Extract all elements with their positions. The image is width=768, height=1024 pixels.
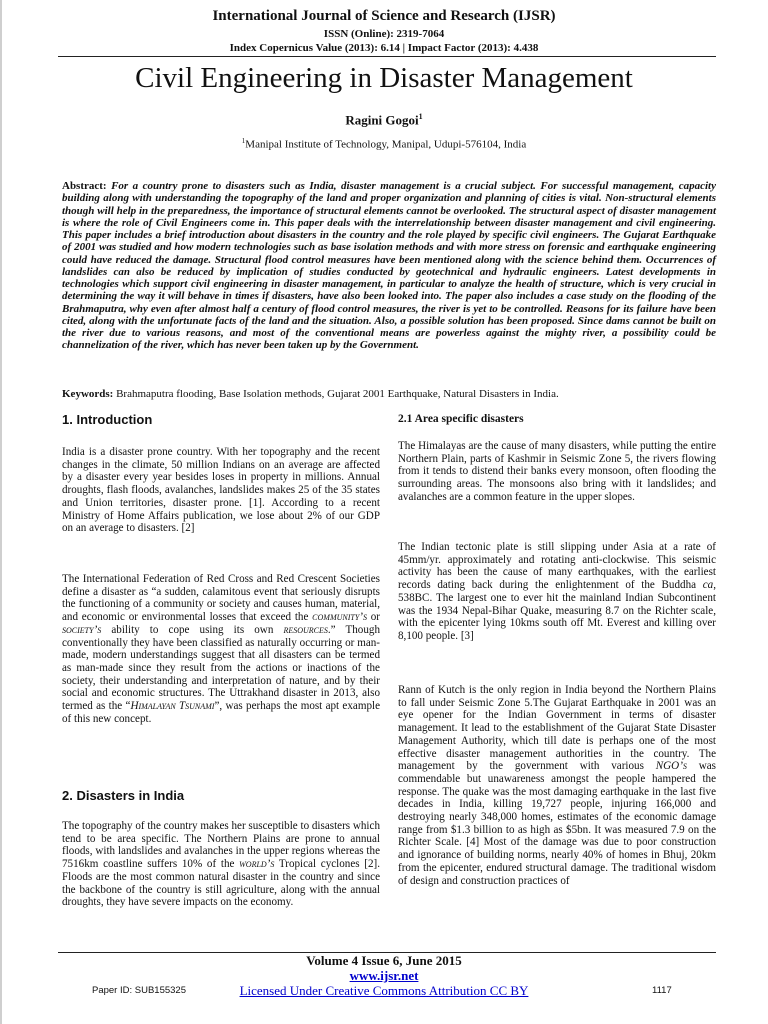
subsection-heading-area-specific: 2.1 Area specific disasters: [398, 413, 524, 425]
keywords-text: Brahmaputra flooding, Base Isolation methods, Gujarat 2001 Earthquake, Natural Disasters in India.: [116, 388, 559, 400]
intro-p2-part-g: .” Though conventionally they have been classified as naturally occurring or man-made, modern understandings suggest that all disasters can be termed as man-made since they result from the actions or inactions of the society, their understanding and interpretation of nature, and by their social and economic structures. The Uttrakhand disaster in 2013, also termed as the “: [62, 623, 380, 713]
area-p3-part-c: was commendable but unawareness amongst the people hampered the response. The quake was the most damaging earthquake in the last five decades in India, killing 19,727 people, injuring 166,000 and destroying nearly 348,000 homes, estimates of the economic damage range from $1.3 billion to as high as $5bn. It was measured 7.9 on the Richter Scale. [4] Most of the damage was due to poor construction and ignorance of building norms, nearly 40% of homes in Bhuj, 20km from the epicenter, endured structural damage. The traditional wisdom of design and construction practices of: [398, 760, 716, 887]
area-p2-part-c: , 538BC. The largest one to ever hit the mainland Indian Subcontinent was the 1934 Nepal-Bihar Quake, measuring 8.7 on the Richter scale, with the epicenter lying 10kms south off Mt. Everest and killing over 8,100 people. [3]: [398, 579, 716, 642]
journal-website-link[interactable]: www.ijsr.net: [349, 968, 419, 983]
intro-p2-community: community’s: [312, 611, 367, 624]
intro-p2-part-c: or: [366, 611, 381, 624]
intro-paragraph-2: [62, 573, 380, 725]
intro-p2-part-a: The International Federation of Red Cross and Red Crescent Societies define a disaster as “a sudden, calamitous event that seriously disrupts the functioning of a community or society and causes human, material, and economic or environmental losses that exceed the: [62, 573, 380, 624]
abstract-text: For a country prone to disasters such as India, disaster management is a crucial subject. For successful management, capacity building along with understanding the topography of the land and proper organization and planning of cities is vital. Non-structural elements though will help in the preparedness, the importance of structural elements cannot be overlooked. The structural aspect of disaster management is where the role of Civil Engineers come in. This paper deals with the interrelationship between disaster management and civil engineering. This paper includes a brief introduction about disasters in the country and the role played by specific civil engineers. The Gujarat Earthquake of 2001 was studied and how modern technologies such as base isolation methods and with more stress on forensic and earthquake engineering could have reduced the damage. Structural flood control measures have been mentioned along with the science behind them. Occurrences of landslides can also be reduced by implication of studies conducted by geotechnical and hydraulic engineers. Latest developments in technologies which support civil engineering in disaster management, in particular to analyze the health of structure, which is very crucial in determining the way it will behave in times if disasters, have also been looked into. The paper also includes a case study on the flooding of the Brahmaputra, why even after almost half a century of flood control measures, the river is yet to be controlled. Reasons for its failure have been cited, along with the unfortunate facts of the land and the situation. Also, a possible solution has been proposed. Since dams cannot be built on the river due to various reasons, and most of the conventional means are powerless against the mighty river, a possibility could be channelization of the river, which has never been taken up by the Government.: [62, 180, 716, 352]
section-heading-introduction: 1. Introduction: [62, 412, 153, 427]
area-paragraph-2: [398, 541, 716, 643]
keywords: [62, 388, 716, 400]
abstract: [62, 180, 716, 352]
author-superscript: 1: [418, 112, 423, 121]
area-p2-ca: ca: [702, 579, 714, 592]
area-paragraph-1: The Himalayas are the cause of many disasters, while putting the entire Northern Plain, parts of Kashmir in Seismic Zone 5, the rivers flowing from it tends to distend their banks every monsoon, often flooding the surrounding areas. The monsoons also bring with it landslides; and avalanches are a common feature in the upper slopes.: [398, 440, 716, 503]
intro-p2-part-e: ability to cope using its own: [101, 623, 284, 636]
intro-paragraph-1: India is a disaster prone country. With her topography and the recent changes in the climate, 50 million Indians on an average are affected by a disaster every year besides loses in property in millions. Annual droughts, flash floods, avalanches, landslides makes 25 of the 35 states and Union territories, disaster prone. [1]. According to a recent Ministry of Home Affairs publication, we lose about 2% of our GDP on an average to disasters. [2]: [62, 446, 380, 535]
abstract-label: Abstract:: [62, 180, 107, 192]
page-number: 1117: [652, 985, 672, 996]
index-line: Index Copernicus Value (2013): 6.14 | Impact Factor (2013): 4.438: [229, 42, 539, 54]
disasters-paragraph: [62, 820, 380, 909]
intro-p2-society: society’s: [62, 623, 102, 636]
paper-id: Paper ID: SUB155325: [92, 985, 187, 996]
intro-p2-part-i: ”, was perhaps the most apt example of this new concept.: [62, 700, 381, 725]
keywords-label: Keywords:: [62, 388, 114, 400]
disasters-p-part-a: The topography of the country makes her susceptible to disasters which tend to be area specific. The Northern Plains are prone to annual floods, with landslides and avalanches in the upper regions whereas the 7516km coastline suffers 10% of the: [62, 820, 380, 871]
author-name-text: Ragini Gogoi: [345, 112, 419, 128]
issn-line: ISSN (Online): 2319-7064: [323, 28, 445, 40]
area-p2-part-a: The Indian tectonic plate is still slipping under Asia at a rate of 45mm/yr. approximately and rotating anti-clockwise. This seismic activity has been the cause of many earthquakes, with the earliest records dating back during the enlightenment of the Buddha: [398, 541, 716, 592]
journal-title: International Journal of Science and Research (IJSR): [212, 8, 556, 24]
intro-p2-himalayan-tsunami: Himalayan Tsunami: [130, 700, 215, 713]
page-edge-bar: [0, 0, 2, 1024]
area-p3-ngos: NGO’s: [655, 760, 687, 773]
license-link[interactable]: Licensed Under Creative Commons Attribution CC BY: [239, 983, 529, 998]
paper-title: Civil Engineering in Disaster Management: [135, 62, 633, 94]
author-name: [0, 112, 768, 128]
intro-p2-resources: resources: [283, 623, 328, 636]
affiliation-superscript: 1: [241, 137, 246, 145]
disasters-p-part-c: Tropical cyclones [2]. Floods are the most common natural disaster in the country and since the backbone of the country is still agriculture, along with the annual droughts, they have severe impacts on the economy.: [62, 858, 380, 909]
area-paragraph-3: [398, 684, 716, 887]
affiliation-text: Manipal Institute of Technology, Manipal, Udupi-576104, India: [245, 138, 527, 151]
disasters-p-worlds: world’s: [239, 858, 275, 871]
affiliation: [0, 137, 768, 151]
area-p3-part-a: Rann of Kutch is the only region in India beyond the Northern Plains to fall under Seismic Zone 5.The Gujarat Earthquake in 2001 was an eye opener for the Indian Government in terms of disaster management. It lead to the establishment of the Gujarat State Disaster Management Authority, which till date is perhaps one of the most effective disaster management authorities in the country. The management by the government with various: [398, 684, 716, 773]
header-rule: [58, 56, 716, 57]
section-heading-disasters: 2. Disasters in India: [62, 788, 185, 803]
volume-issue: Volume 4 Issue 6, June 2015: [306, 953, 462, 968]
